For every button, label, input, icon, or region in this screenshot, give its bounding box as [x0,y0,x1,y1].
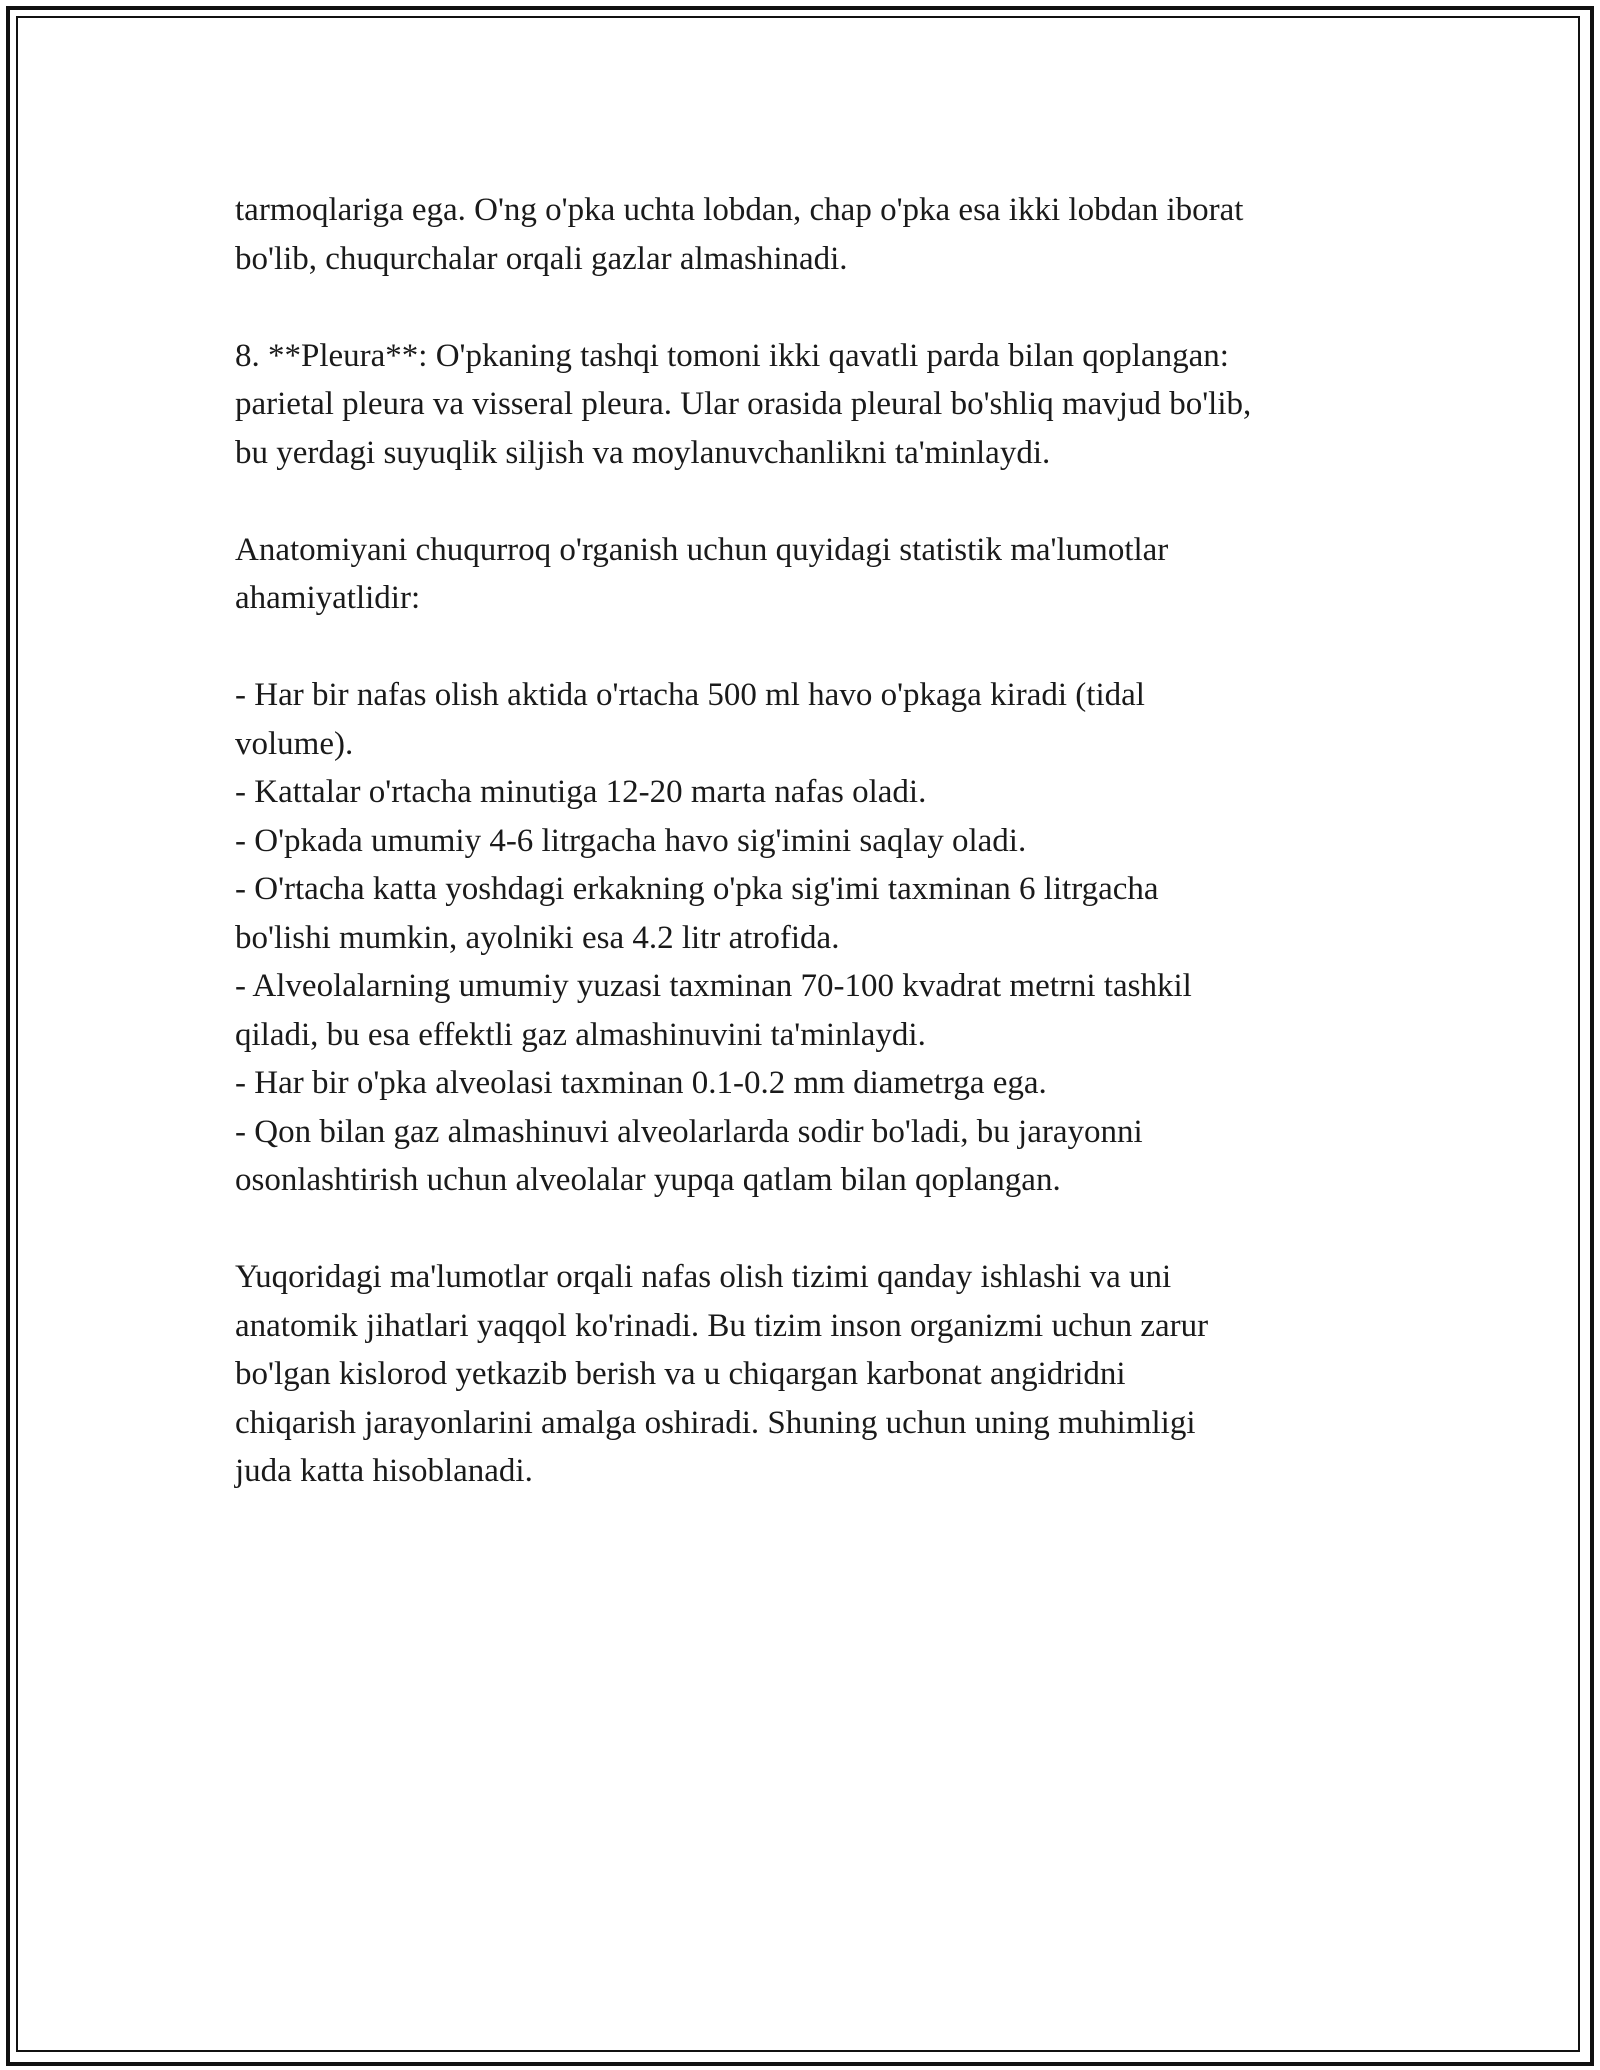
text-line: 8. **Pleura**: O'pkaning tashqi tomoni ikki qavatli parda bilan qoplangan: [235,337,1229,374]
list-item-line: - Alveolalarning umumiy yuzasi taxminan 70-100 kvadrat metrni tashkil [235,968,1192,1004]
list-item-line: volume). [235,725,354,762]
text-line: parietal pleura va visseral pleura. Ular orasida pleural bo'shliq mavjud bo'lib, [235,386,1252,422]
text-line: bu yerdagi suyuqlik siljish va moylanuvchanlikni ta'minlaydi. [235,434,1051,471]
paragraph-conclusion [235,1253,1375,1496]
paragraph-pleura [235,332,1375,478]
text-line: anatomik jihatlari yaqqol ko'rinadi. Bu tizim inson organizmi uchun zarur [235,1307,1209,1344]
text-line: juda katta hisoblanadi. [235,1453,533,1489]
text-line: tarmoqlariga ega. O'ng o'pka uchta lobdan, chap o'pka esa ikki lobdan iborat [235,192,1244,228]
paragraph-lungs-lobes [235,186,1375,283]
text-line: ahamiyatlidir: [235,580,421,616]
list-item-line: - Har bir nafas olish aktida o'rtacha 500 ml havo o'pkaga kiradi (tidal [235,677,1145,713]
text-line: chiqarish jarayonlarini amalga oshiradi. Shuning uchun uning muhimligi [235,1404,1196,1441]
list-item-line: qiladi, bu esa effektli gaz almashinuvini ta'minlaydi. [235,1016,926,1053]
list-item-line: - Har bir o'pka alveolasi taxminan 0.1-0.2 mm diametrga ega. [235,1065,1047,1101]
list-item-line: bo'lishi mumkin, ayolniki esa 4.2 litr atrofida. [235,919,840,956]
document-body [235,186,1375,1544]
list-item-line: - O'rtacha katta yoshdagi erkakning o'pka sig'imi taxminan 6 litrgacha [235,871,1159,907]
list-item-line: - Qon bilan gaz almashinuvi alveolarlarda sodir bo'ladi, bu jarayonni [235,1113,1143,1150]
list-item-line: - Kattalar o'rtacha minutiga 12-20 marta nafas oladi. [235,774,927,810]
text-line: bo'lgan kislorod yetkazib berish va u chiqargan karbonat angidridni [235,1356,1126,1392]
paragraph-statistics-intro [235,526,1375,623]
list-item-line: - O'pkada umumiy 4-6 litrgacha havo sig'imini saqlay oladi. [235,822,1027,859]
statistics-list [235,671,1375,1205]
text-line: Anatomiyani chuqurroq o'rganish uchun quyidagi statistik ma'lumotlar [235,531,1169,568]
text-line: bo'lib, chuqurchalar orqali gazlar almashinadi. [235,240,848,277]
list-item-line: osonlashtirish uchun alveolalar yupqa qatlam bilan qoplangan. [235,1162,1061,1198]
text-line: Yuqoridagi ma'lumotlar orqali nafas olish tizimi qanday ishlashi va uni [235,1259,1172,1295]
